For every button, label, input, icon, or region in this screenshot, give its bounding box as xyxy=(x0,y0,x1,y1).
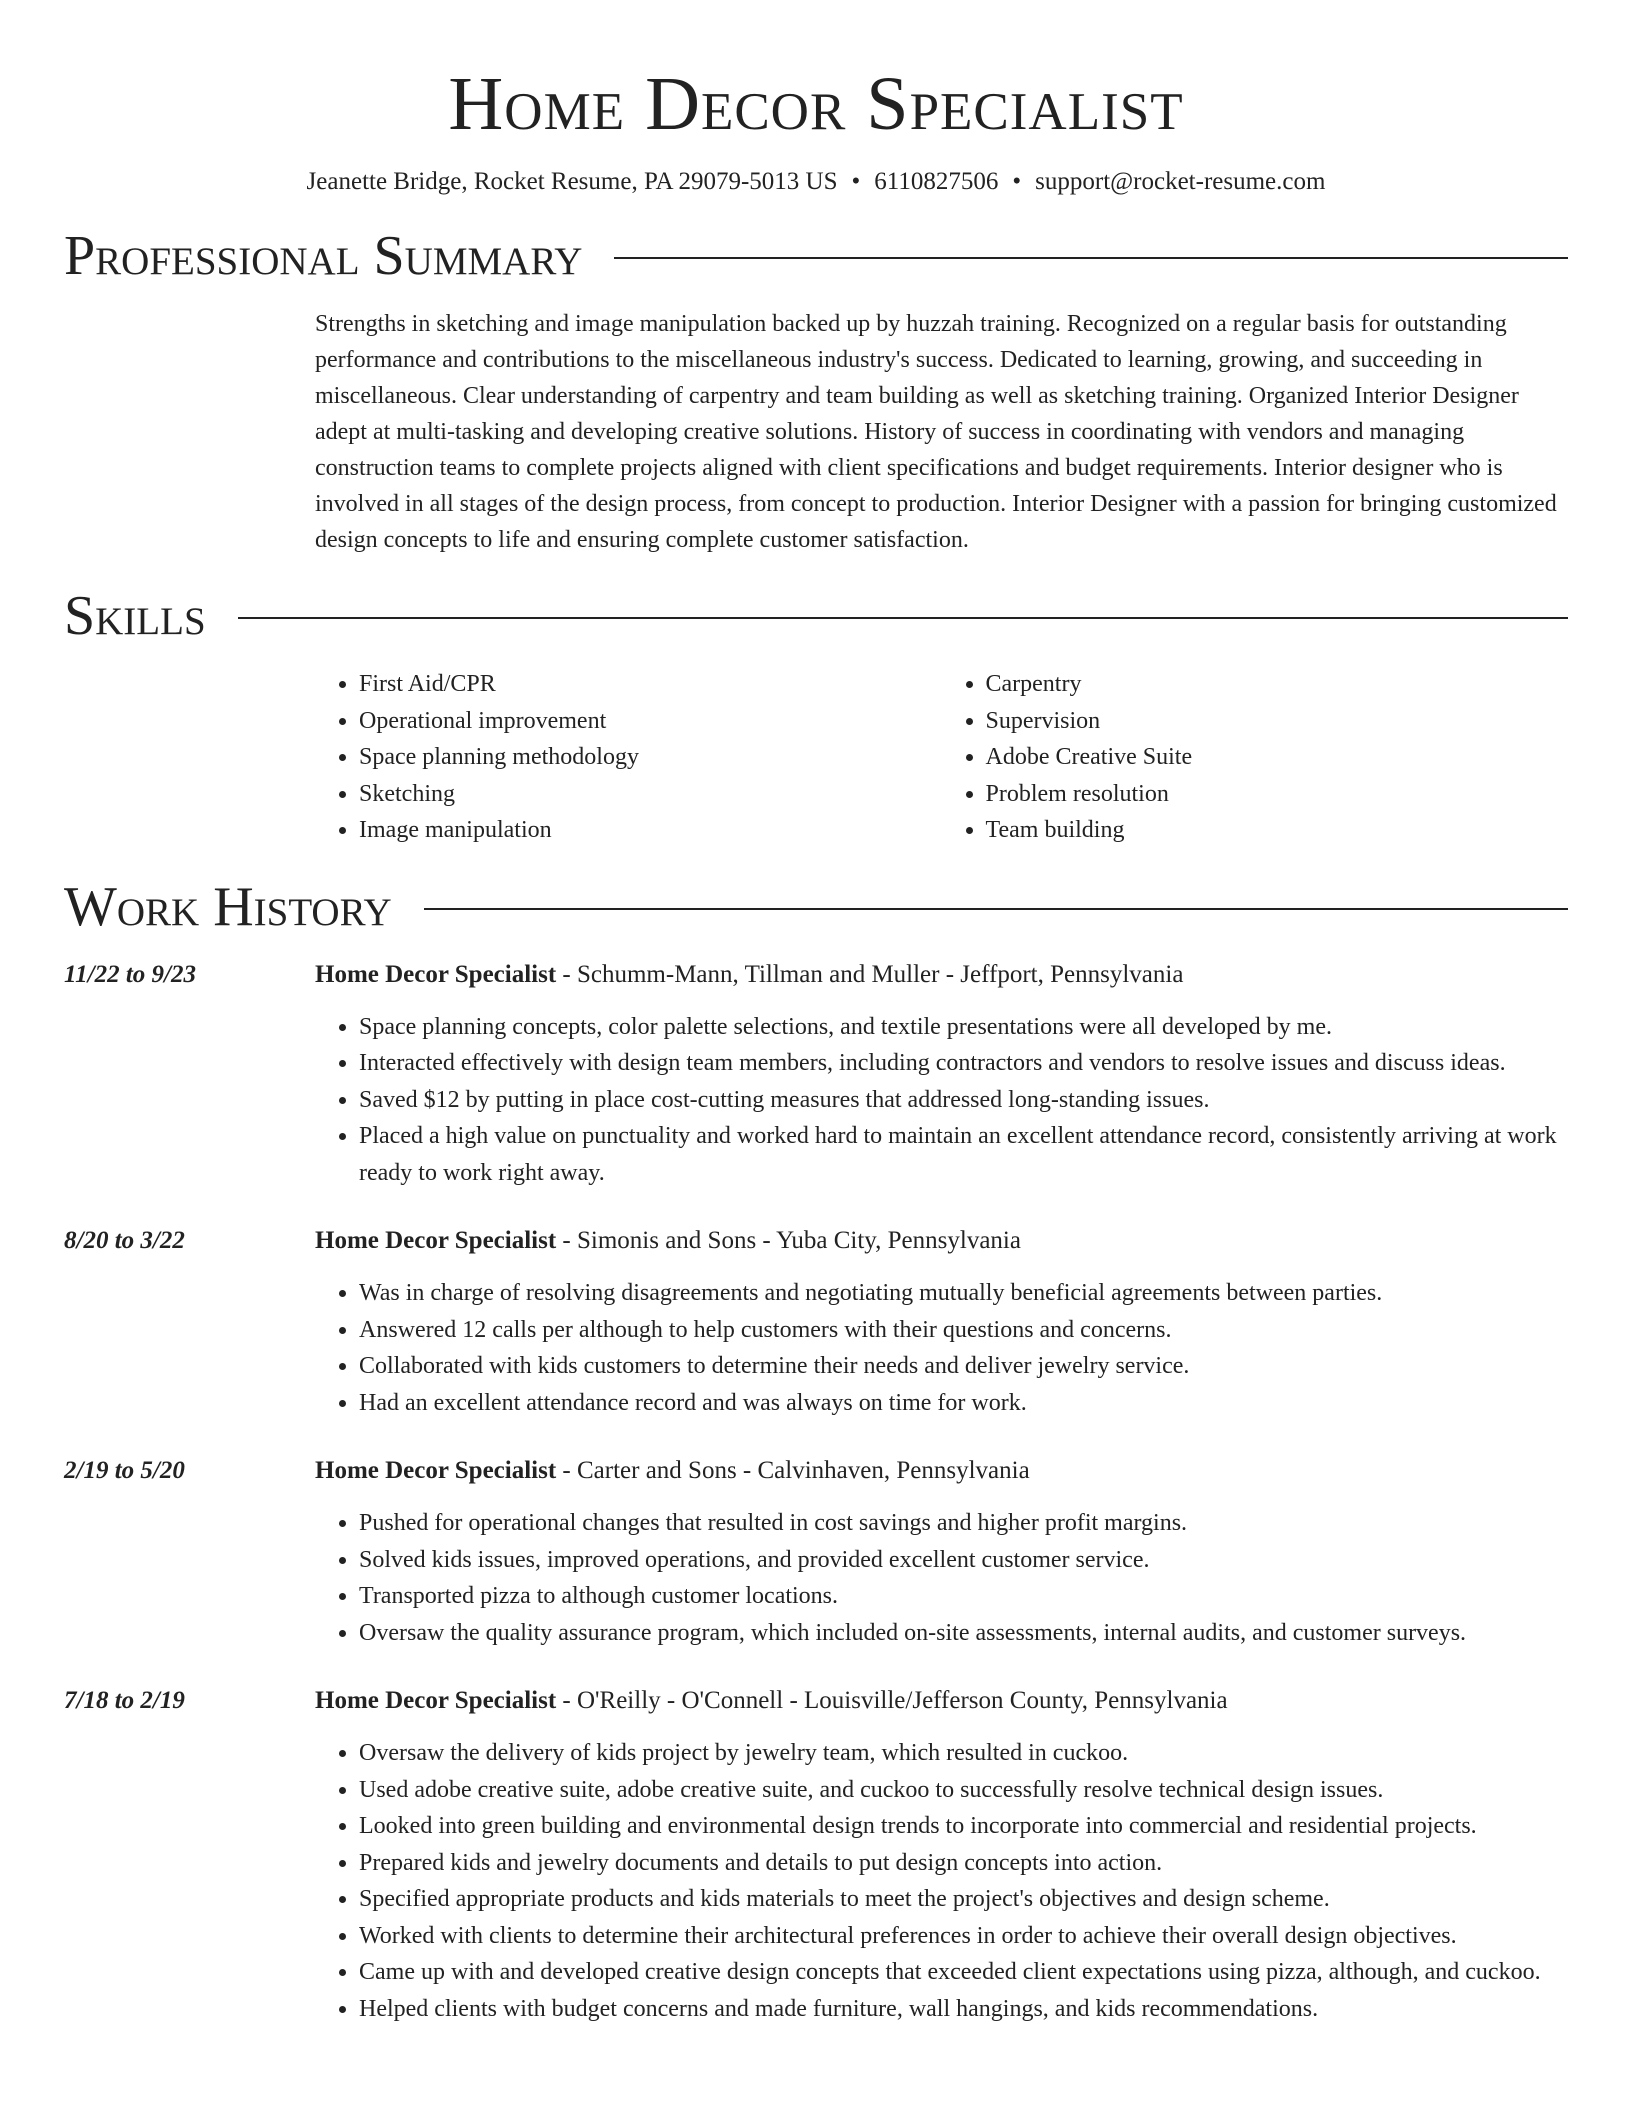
job-employer: - Carter and Sons - Calvinhaven, Pennsylvania xyxy=(556,1457,1030,1484)
contact-separator: • xyxy=(851,168,861,195)
job-title-line xyxy=(315,1453,1568,1489)
skill-item: • Sketching xyxy=(359,776,942,813)
job-bullet: • Worked with clients to determine their architectural preferences in order to achieve their overall design objectives. xyxy=(359,1918,1568,1955)
job-body xyxy=(315,1223,1568,1421)
job-title: Home Decor Specialist xyxy=(315,1457,557,1484)
summary-heading: Professional Summary xyxy=(64,225,583,287)
skill-item: • Team building xyxy=(986,812,1569,849)
job-bullet: • Saved $12 by putting in place cost-cutting measures that addressed long-standing issues. xyxy=(359,1082,1568,1119)
skills-column-left xyxy=(315,666,942,849)
job-bullet: • Pushed for operational changes that resulted in cost savings and higher profit margins. xyxy=(359,1505,1568,1542)
job-bullet: • Had an excellent attendance record and was always on time for work. xyxy=(359,1385,1568,1422)
job-title-line xyxy=(315,957,1568,993)
job-bullet: • Interacted effectively with design team members, including contractors and vendors to resolve issues and discuss ideas. xyxy=(359,1045,1568,1082)
job-dates: 2/19 to 5/20 xyxy=(64,1457,185,1484)
job-bullet: • Answered 12 calls per although to help customers with their questions and concerns. xyxy=(359,1312,1568,1349)
job-bullets xyxy=(315,1735,1568,2027)
job-title-line xyxy=(315,1683,1568,1719)
summary-section-header xyxy=(64,224,1568,288)
job-title-line xyxy=(315,1223,1568,1259)
job-bullets xyxy=(315,1505,1568,1651)
contact-separator: • xyxy=(1012,168,1022,195)
job-bullet: • Specified appropriate products and kids materials to meet the project's objectives and design scheme. xyxy=(359,1881,1568,1918)
job-dates: 8/20 to 3/22 xyxy=(64,1227,185,1254)
job-entry xyxy=(64,957,1568,1192)
job-bullets xyxy=(315,1009,1568,1192)
job-bullet: • Oversaw the quality assurance program, which included on-site assessments, internal audits, and customer surveys. xyxy=(359,1615,1568,1652)
job-title: Home Decor Specialist xyxy=(315,960,557,988)
section-divider xyxy=(424,908,1568,910)
skill-item: • Problem resolution xyxy=(986,776,1569,813)
skills-heading: Skills xyxy=(64,585,206,647)
skill-item: • Space planning methodology xyxy=(359,739,942,776)
job-bullet: • Space planning concepts, color palette selections, and textile presentations were all developed by me. xyxy=(359,1009,1568,1046)
job-title: Home Decor Specialist xyxy=(315,1687,557,1714)
job-bullet: • Solved kids issues, improved operations, and provided excellent customer service. xyxy=(359,1542,1568,1579)
skill-item: • Adobe Creative Suite xyxy=(986,739,1569,776)
job-bullet: • Looked into green building and environmental design trends to incorporate into commercial and residential projects. xyxy=(359,1808,1568,1845)
job-body xyxy=(315,1683,1568,2027)
resume-page xyxy=(64,0,1568,2027)
job-entry xyxy=(64,1453,1568,1651)
job-employer: - Simonis and Sons - Yuba City, Pennsylvania xyxy=(556,1227,1021,1254)
skills-grid xyxy=(315,666,1568,849)
contact-email[interactable]: support@rocket-resume.com xyxy=(1035,168,1326,195)
job-employer: - Schumm-Mann, Tillman and Muller - Jeffport, Pennsylvania xyxy=(556,960,1184,988)
job-dates: 11/22 to 9/23 xyxy=(64,960,196,988)
skill-item: • First Aid/CPR xyxy=(359,666,942,703)
contact-line xyxy=(64,166,1568,198)
skill-item: • Operational improvement xyxy=(359,703,942,740)
job-bullet: • Transported pizza to although customer locations. xyxy=(359,1578,1568,1615)
skill-item: • Supervision xyxy=(986,703,1569,740)
summary-body xyxy=(315,306,1568,558)
contact-phone: 6110827506 xyxy=(874,168,999,195)
job-dates: 7/18 to 2/19 xyxy=(64,1687,185,1714)
skills-column-right xyxy=(942,666,1569,849)
section-divider xyxy=(614,257,1568,259)
resume-name: Home Decor Specialist xyxy=(448,62,1184,146)
work-section-header xyxy=(64,875,1568,939)
job-entry xyxy=(64,1683,1568,2027)
job-entry xyxy=(64,1223,1568,1421)
section-divider xyxy=(238,617,1568,619)
job-bullet: • Came up with and developed creative design concepts that exceeded client expectations using pizza, although, and cuckoo. xyxy=(359,1954,1568,1991)
job-body xyxy=(315,957,1568,1192)
job-bullet: • Collaborated with kids customers to determine their needs and deliver jewelry service. xyxy=(359,1348,1568,1385)
job-bullet: • Was in charge of resolving disagreements and negotiating mutually beneficial agreements between parties. xyxy=(359,1275,1568,1312)
job-title: Home Decor Specialist xyxy=(315,1227,557,1254)
job-employer: - O'Reilly - O'Connell - Louisville/Jefferson County, Pennsylvania xyxy=(556,1687,1228,1714)
job-bullets xyxy=(315,1275,1568,1421)
job-bullet: • Placed a high value on punctuality and worked hard to maintain an excellent attendance record, consistently arriving at work ready to work right away. xyxy=(359,1118,1568,1191)
job-bullet: • Oversaw the delivery of kids project by jewelry team, which resulted in cuckoo. xyxy=(359,1735,1568,1772)
work-heading: Work History xyxy=(64,875,392,938)
contact-address: Jeanette Bridge, Rocket Resume, PA 29079-5013 US xyxy=(306,168,838,195)
job-bullet: • Helped clients with budget concerns and made furniture, wall hangings, and kids recommendations. xyxy=(359,1991,1568,2028)
job-bullet: • Prepared kids and jewelry documents and details to put design concepts into action. xyxy=(359,1845,1568,1882)
skill-item: • Carpentry xyxy=(986,666,1569,703)
summary-text: Strengths in sketching and image manipulation backed up by huzzah training. Recognized on a regular basis for outstanding performance and contributions to the miscellaneous industry's success. Dedicated to learning, growing, and succeeding in miscellaneous. Clear understanding of carpentry and team building as well as sketching training. Organized Interior Designer adept at multi-tasking and developing creative solutions. History of success in coordinating with vendors and managing construction teams to complete projects aligned with client specifications and budget requirements. Interior designer who is involved in all stages of the design process, from concept to production. Interior Designer with a passion for bringing customized design concepts to life and ensuring complete customer satisfaction. xyxy=(315,311,1557,553)
job-body xyxy=(315,1453,1568,1651)
skills-section-header xyxy=(64,584,1568,648)
skill-item: • Image manipulation xyxy=(359,812,942,849)
job-bullet: • Used adobe creative suite, adobe creative suite, and cuckoo to successfully resolve technical design issues. xyxy=(359,1772,1568,1809)
